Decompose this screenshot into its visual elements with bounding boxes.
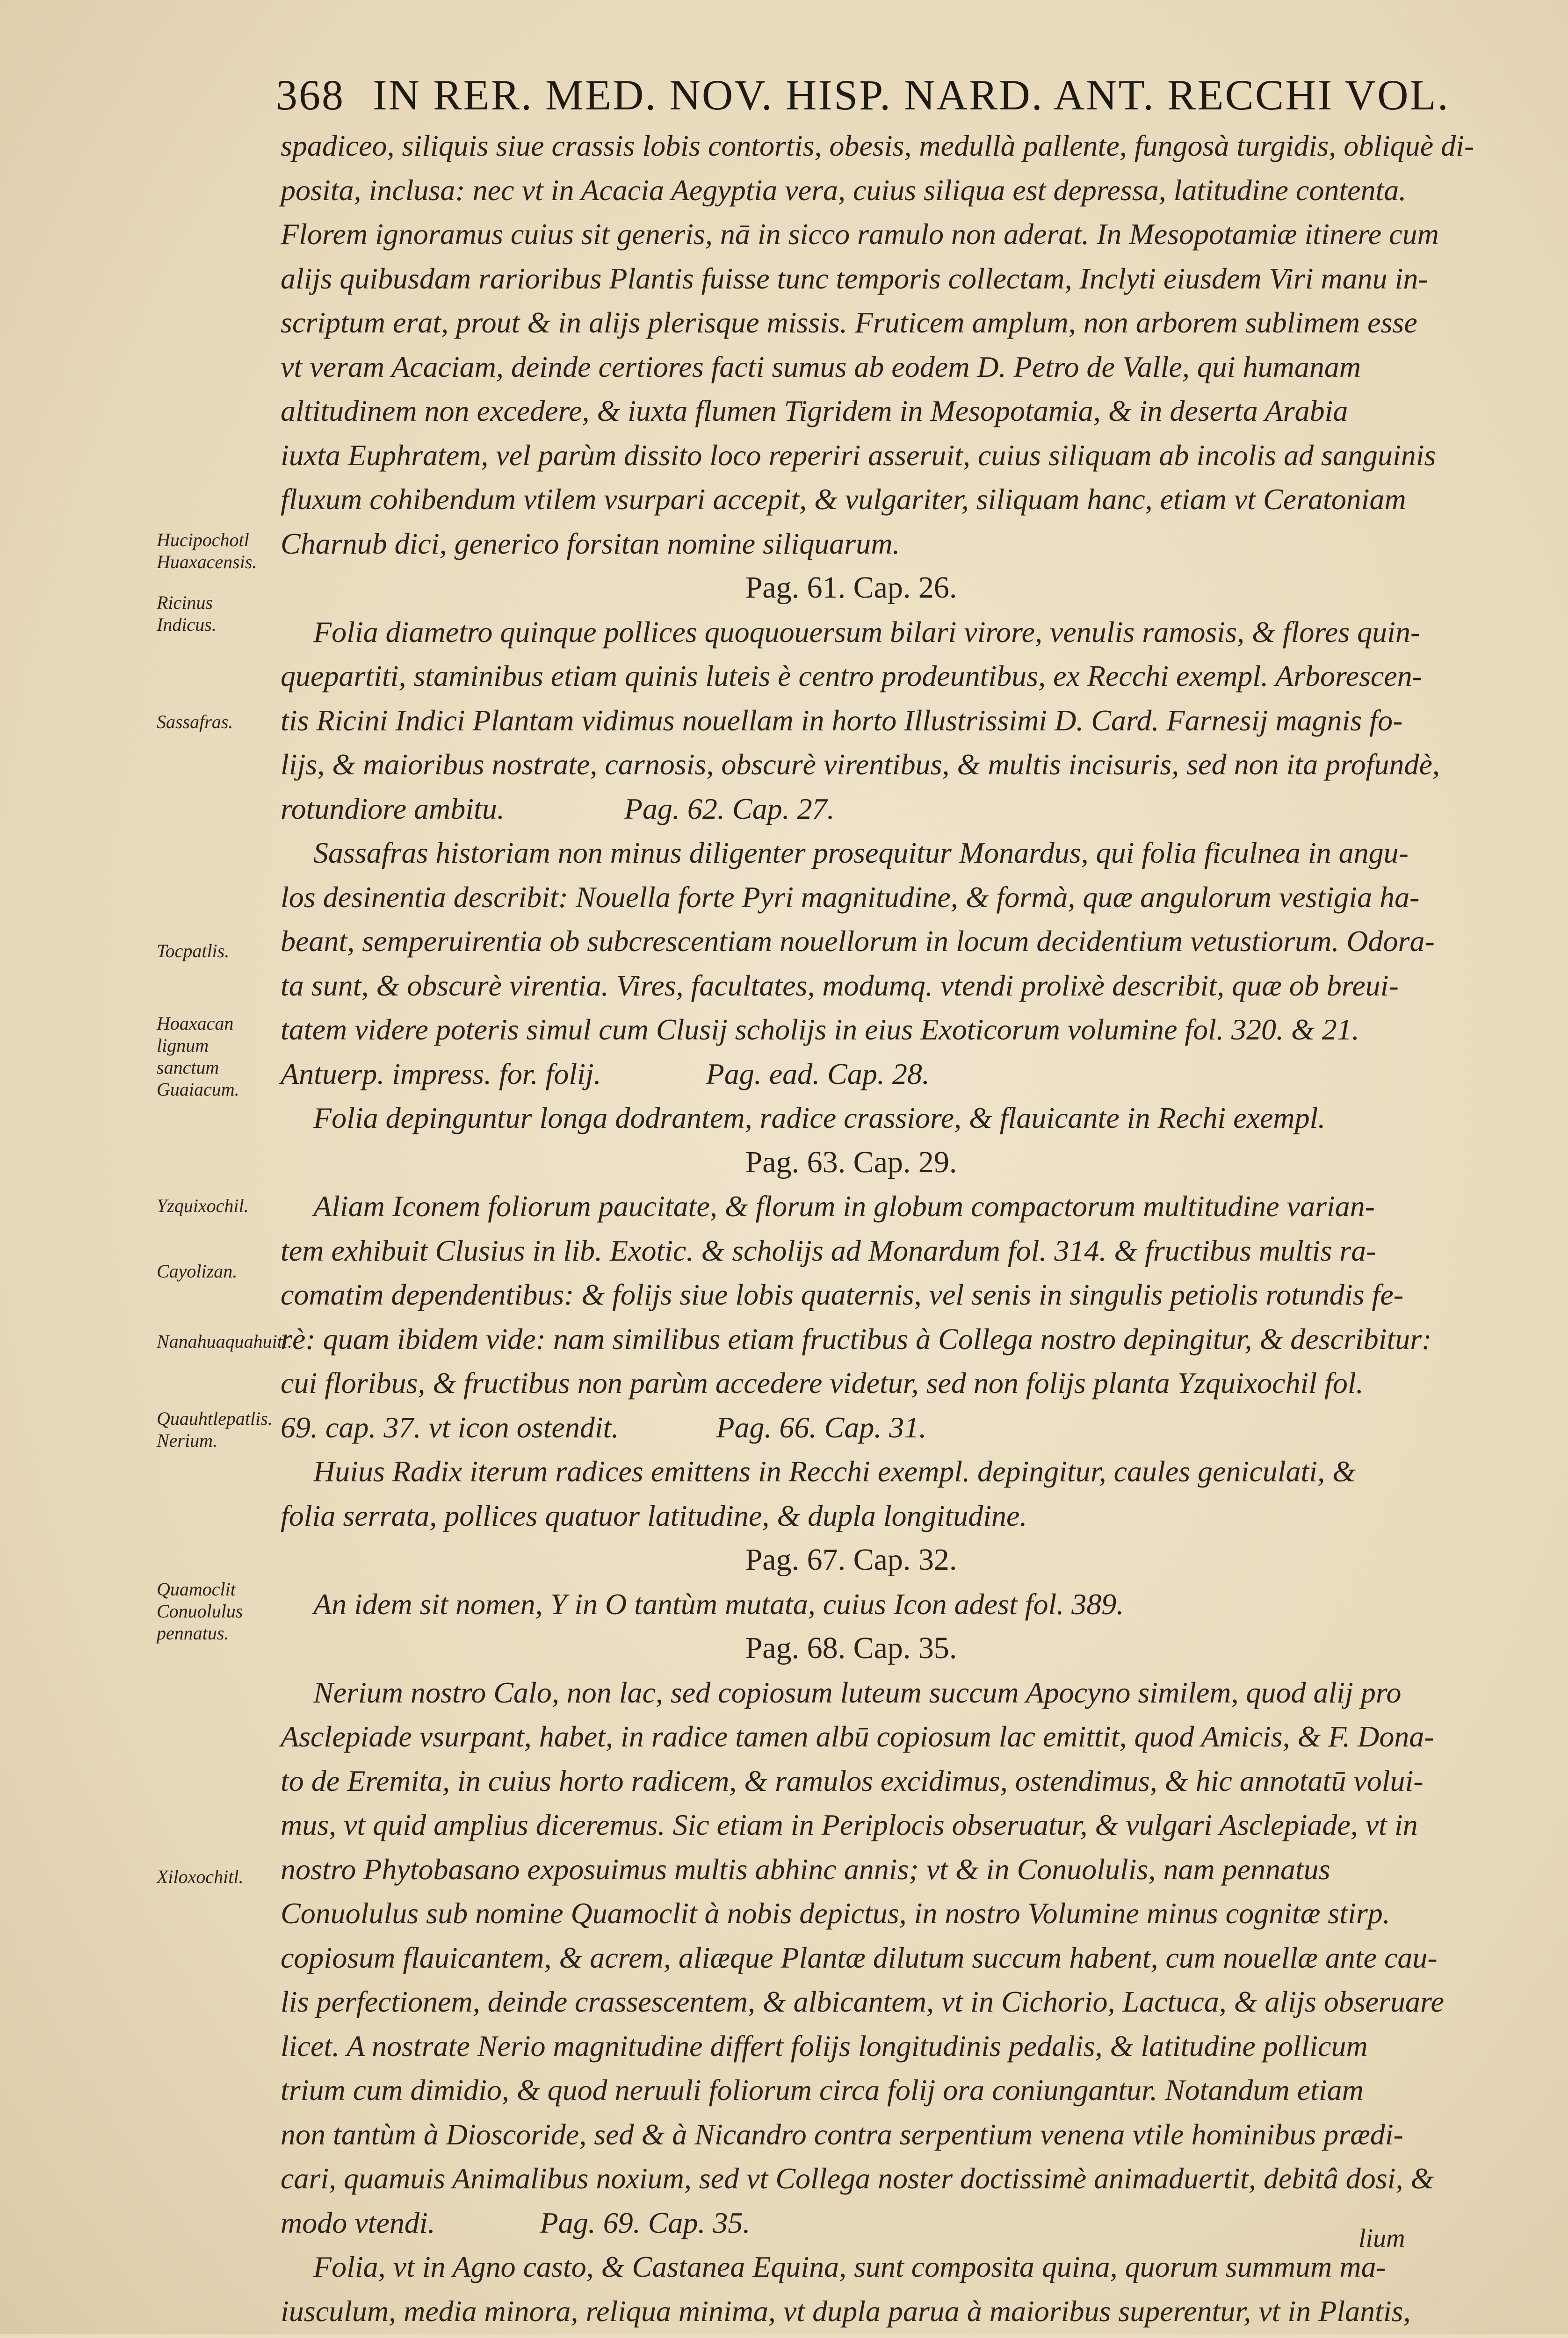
text-line: scriptum erat, prout & in alijs plerisque missis. Fruticem amplum, non arborem sublimem esse xyxy=(281,306,1417,339)
text-line: fluxum cohibendum vtilem vsurpari accepit, & vulgariter, siliquam hanc, etiam vt Ceratoniam xyxy=(281,483,1406,516)
text-line: lijs, & maioribus nostrate, carnosis, obscurè virentibus, & multis incisuris, sed non ita profundè, xyxy=(281,748,1440,781)
text-line: 69. cap. 37. vt icon ostendit. Pag. 66. Cap. 31. xyxy=(281,1410,927,1444)
text-line: tem exhibuit Clusius in lib. Exotic. & scholijs ad Monardum fol. 314. & fructibus multis ra- xyxy=(281,1234,1376,1267)
text-line: Huius Radix iterum radices emittens in Recchi exempl. depingitur, caules geniculati, & xyxy=(313,1455,1356,1488)
text-line: copiosum flauicantem, & acrem, aliæque Plantæ dilutum succum habent, cum nouellæ ante cau- xyxy=(281,1941,1438,1974)
section-heading: Pag. 61. Cap. 26. xyxy=(745,570,957,605)
text-line: non tantùm à Dioscoride, sed & à Nicandro contra serpentium venena vtile hominibus prædi- xyxy=(281,2117,1403,2151)
catchword: lium xyxy=(1358,2224,1405,2253)
text-line: tatem videre poteris simul cum Clusij scholijs in eius Exoticorum volumine fol. 320. & 21. xyxy=(281,1013,1359,1046)
text-line: nostro Phytobasano exposuimus multis abhinc annis; vt & in Conuolulis, nam pennatus xyxy=(281,1852,1330,1886)
margin-note: Hoaxacan lignum sanctum Guaiacum. xyxy=(157,1013,239,1100)
text-line: Antuerp. impress. for. folij. Pag. ead. Cap. 28. xyxy=(281,1057,930,1090)
text-line: iusculum, media minora, reliqua minima, vt dupla parua à maioribus superentur, vt in Plantis, xyxy=(281,2294,1411,2328)
text-line: los desinentia describit: Nouella forte Pyri magnitudine, & formà, quæ angulorum vestigia ha- xyxy=(281,880,1420,914)
text-line: Conuolulus sub nomine Quamoclit à nobis depictus, in nostro Volumine minus cognitæ stirp. xyxy=(281,1897,1390,1930)
text-line: Asclepiade vsurpant, habet, in radice tamen albū copiosum lac emittit, quod Amicis, & F. Dona- xyxy=(281,1720,1434,1753)
text-line: An idem sit nomen, Y in O tantùm mutata, cuius Icon adest fol. 389. xyxy=(313,1587,1124,1621)
text-line: licet. A nostrate Nerio magnitudine differt folijs longitudinis pedalis, & latitudine pollicum xyxy=(281,2029,1368,2063)
text-line: mus, vt quid amplius diceremus. Sic etiam in Periplocis obseruatur, & vulgari Asclepiade, vt in xyxy=(281,1808,1418,1841)
text-line: comatim dependentibus: & folijs siue lobis quaternis, vel senis in singulis petiolis rotundis fe- xyxy=(281,1278,1404,1311)
text-line: rè: quam ibidem vide: nam similibus etiam fructibus à Collega nostro depingitur, & describitur: xyxy=(281,1322,1432,1356)
section-heading: Pag. 63. Cap. 29. xyxy=(745,1145,957,1179)
margin-note: Yzquixochil. xyxy=(157,1195,249,1216)
margin-note: Hucipochotl Huaxacensis. xyxy=(157,529,257,572)
text-line: posita, inclusa: nec vt in Acacia Aegyptia vera, cuius siliqua est depressa, latitudine contenta. xyxy=(281,173,1407,207)
text-line: Florem ignoramus cuius sit generis, nā in sicco ramulo non aderat. In Mesopotamiæ itinere cum xyxy=(281,217,1439,251)
text-line: modo vtendi. Pag. 69. Cap. 35. xyxy=(281,2206,751,2239)
text-line: alijs quibusdam rarioribus Plantis fuisse tunc temporis collectam, Inclyti eiusdem Viri manu in- xyxy=(281,261,1428,295)
running-title: IN RER. MED. NOV. HISP. NARD. ANT. RECCHI VOL. xyxy=(373,71,1450,119)
margin-note: Ricinus Indicus. xyxy=(157,592,217,635)
text-line: iuxta Euphratem, vel parùm dissito loco reperiri asseruit, cuius siliquam ab incolis ad sanguinis xyxy=(281,438,1436,472)
margin-note: Quauhtlepatlis. Nerium. xyxy=(157,1408,273,1451)
running-head xyxy=(276,70,1450,120)
text-line: quepartiti, staminibus etiam quinis luteis è centro prodeuntibus, ex Recchi exempl. Arborescen- xyxy=(281,659,1422,693)
margin-note: Xiloxochitl. xyxy=(157,1866,244,1887)
text-line: tis Ricini Indici Plantam vidimus nouellam in horto Illustrissimi D. Card. Farnesij magnis fo- xyxy=(281,703,1403,737)
text-line: cui floribus, & fructibus non parùm accedere videtur, sed non folijs planta Yzquixochil fol. xyxy=(281,1366,1364,1400)
text-line: spadiceo, siliquis siue crassis lobis contortis, obesis, medullà pallente, fungosà turgidis, obliquè di- xyxy=(281,129,1474,162)
margin-note: Quamoclit Conuolulus pennatus. xyxy=(157,1579,243,1644)
section-heading: Pag. 68. Cap. 35. xyxy=(745,1631,957,1665)
text-line: folia serrata, pollices quatuor latitudine, & dupla longitudine. xyxy=(281,1499,1027,1532)
page-number: 368 xyxy=(276,71,345,119)
text-line: lis perfectionem, deinde crassescentem, & albicantem, vt in Cichorio, Lactuca, & alijs obseruare xyxy=(281,1985,1444,2018)
text-line: rotundiore ambitu. Pag. 62. Cap. 27. xyxy=(281,792,835,825)
text-line: Folia diametro quinque pollices quoquouersum bilari virore, venulis ramosis, & flores quin- xyxy=(313,615,1421,649)
body-text xyxy=(281,124,1474,2338)
text-line: to de Eremita, in cuius horto radicem, & ramulos excidimus, ostendimus, & hic annotatū volui- xyxy=(281,1764,1423,1797)
margin-note: Nanahuaquahuitl. xyxy=(157,1331,293,1352)
text-line: Aliam Iconem foliorum paucitate, & florum in globum compactorum multitudine varian- xyxy=(313,1190,1375,1223)
margin-note: Cayolizan. xyxy=(157,1261,238,1282)
text-line: Folia, vt in Agno casto, & Castanea Equina, sunt composita quina, quorum summum ma- xyxy=(313,2250,1386,2283)
text-line: Nerium nostro Calo, non lac, sed copiosum luteum succum Apocyno similem, quod alij pro xyxy=(313,1675,1402,1709)
text-line: Sassafras historiam non minus diligenter prosequitur Monardus, qui folia ficulnea in angu- xyxy=(313,836,1409,869)
section-heading: Pag. 67. Cap. 32. xyxy=(745,1543,957,1577)
text-line: Charnub dici, generico forsitan nomine siliquarum. xyxy=(281,527,900,560)
text-line: ta sunt, & obscurè virentia. Vires, facultates, modumq. vtendi prolixè describit, quæ ob breui- xyxy=(281,968,1399,1002)
text-line: trium cum dimidio, & quod neruuli foliorum circa folij ora coniungantur. Notandum etiam xyxy=(281,2073,1364,2107)
text-line: Folia depinguntur longa dodrantem, radice crassiore, & flauicante in Rechi exempl. xyxy=(313,1101,1326,1134)
text-line: altitudinem non excedere, & iuxta flumen Tigridem in Mesopotamia, & in deserta Arabia xyxy=(281,394,1348,427)
text-line: cari, quamuis Animalibus noxium, sed vt Collega noster doctissimè animaduertit, debitâ dosi, & xyxy=(281,2162,1434,2195)
text-line: vt veram Acaciam, deinde certiores facti sumus ab eodem D. Petro de Valle, qui humanam xyxy=(281,350,1361,383)
text-line: beant, semperuirentia ob subcrescentiam nouellorum in locum decidentium vetustiorum. Odora- xyxy=(281,924,1435,958)
text-line xyxy=(281,2333,1422,2338)
margin-note: Tocpatlis. xyxy=(157,940,230,961)
margin-note: Sassafras. xyxy=(157,711,233,732)
